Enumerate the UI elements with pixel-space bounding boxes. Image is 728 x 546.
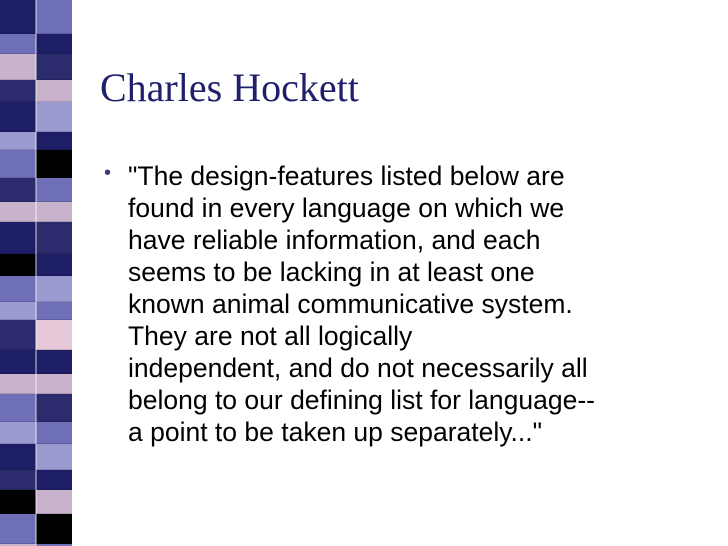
strip-block [36,514,72,544]
strip-block [36,374,72,394]
strip-block [0,0,36,34]
strip-block [36,394,72,422]
strip-block [0,320,36,350]
strip-column-right [36,0,72,546]
strip-block [0,394,36,422]
slide-title: Charles Hockett [100,65,359,110]
strip-block [0,374,36,394]
quote-line: They are not all logically [128,321,413,351]
strip-block [0,202,36,222]
strip-block [0,514,36,544]
quote-line: have reliable information, and each [128,225,541,255]
quote-line: found in every language on which we [128,193,565,223]
quote-line: belong to our defining list for language-- [128,385,595,415]
quote-line: "The design-features listed below are [128,161,565,191]
strip-block [36,80,72,102]
quote-line: seems to be lacking in at least one [128,257,535,287]
bullet-icon: • [104,162,112,184]
strip-column-left [0,0,36,546]
strip-block [0,276,36,302]
quote-line: a point to be taken up separately..." [128,417,543,447]
strip-block [36,54,72,80]
strip-block [0,80,36,102]
strip-block [0,150,36,178]
strip-block [36,422,72,444]
strip-block [36,102,72,132]
strip-block [36,276,72,302]
strip-block [36,444,72,470]
strip-block [36,202,72,222]
strip-block [36,222,72,254]
strip-block [0,350,36,374]
strip-block [36,350,72,374]
strip-block [36,150,72,178]
strip-block [36,320,72,350]
strip-block [0,302,36,320]
strip-block [0,54,36,80]
quote-line: independent, and do not necessarily all [128,353,588,383]
strip-block [0,102,36,132]
strip-block [36,0,72,34]
strip-block [0,222,36,254]
strip-block [0,34,36,54]
decorative-side-strip [0,0,72,546]
quote-line: known animal communicative system. [128,289,573,319]
quote-text [128,160,700,448]
strip-block [0,422,36,444]
strip-block [36,34,72,54]
strip-block [36,178,72,202]
strip-divider [35,0,37,546]
strip-block [0,490,36,514]
strip-block [36,132,72,150]
strip-block [36,490,72,514]
strip-block [36,254,72,276]
strip-block [36,470,72,490]
strip-block [0,132,36,150]
strip-block [0,470,36,490]
strip-block [0,254,36,276]
strip-block [0,178,36,202]
strip-block [36,302,72,320]
strip-block [0,444,36,470]
